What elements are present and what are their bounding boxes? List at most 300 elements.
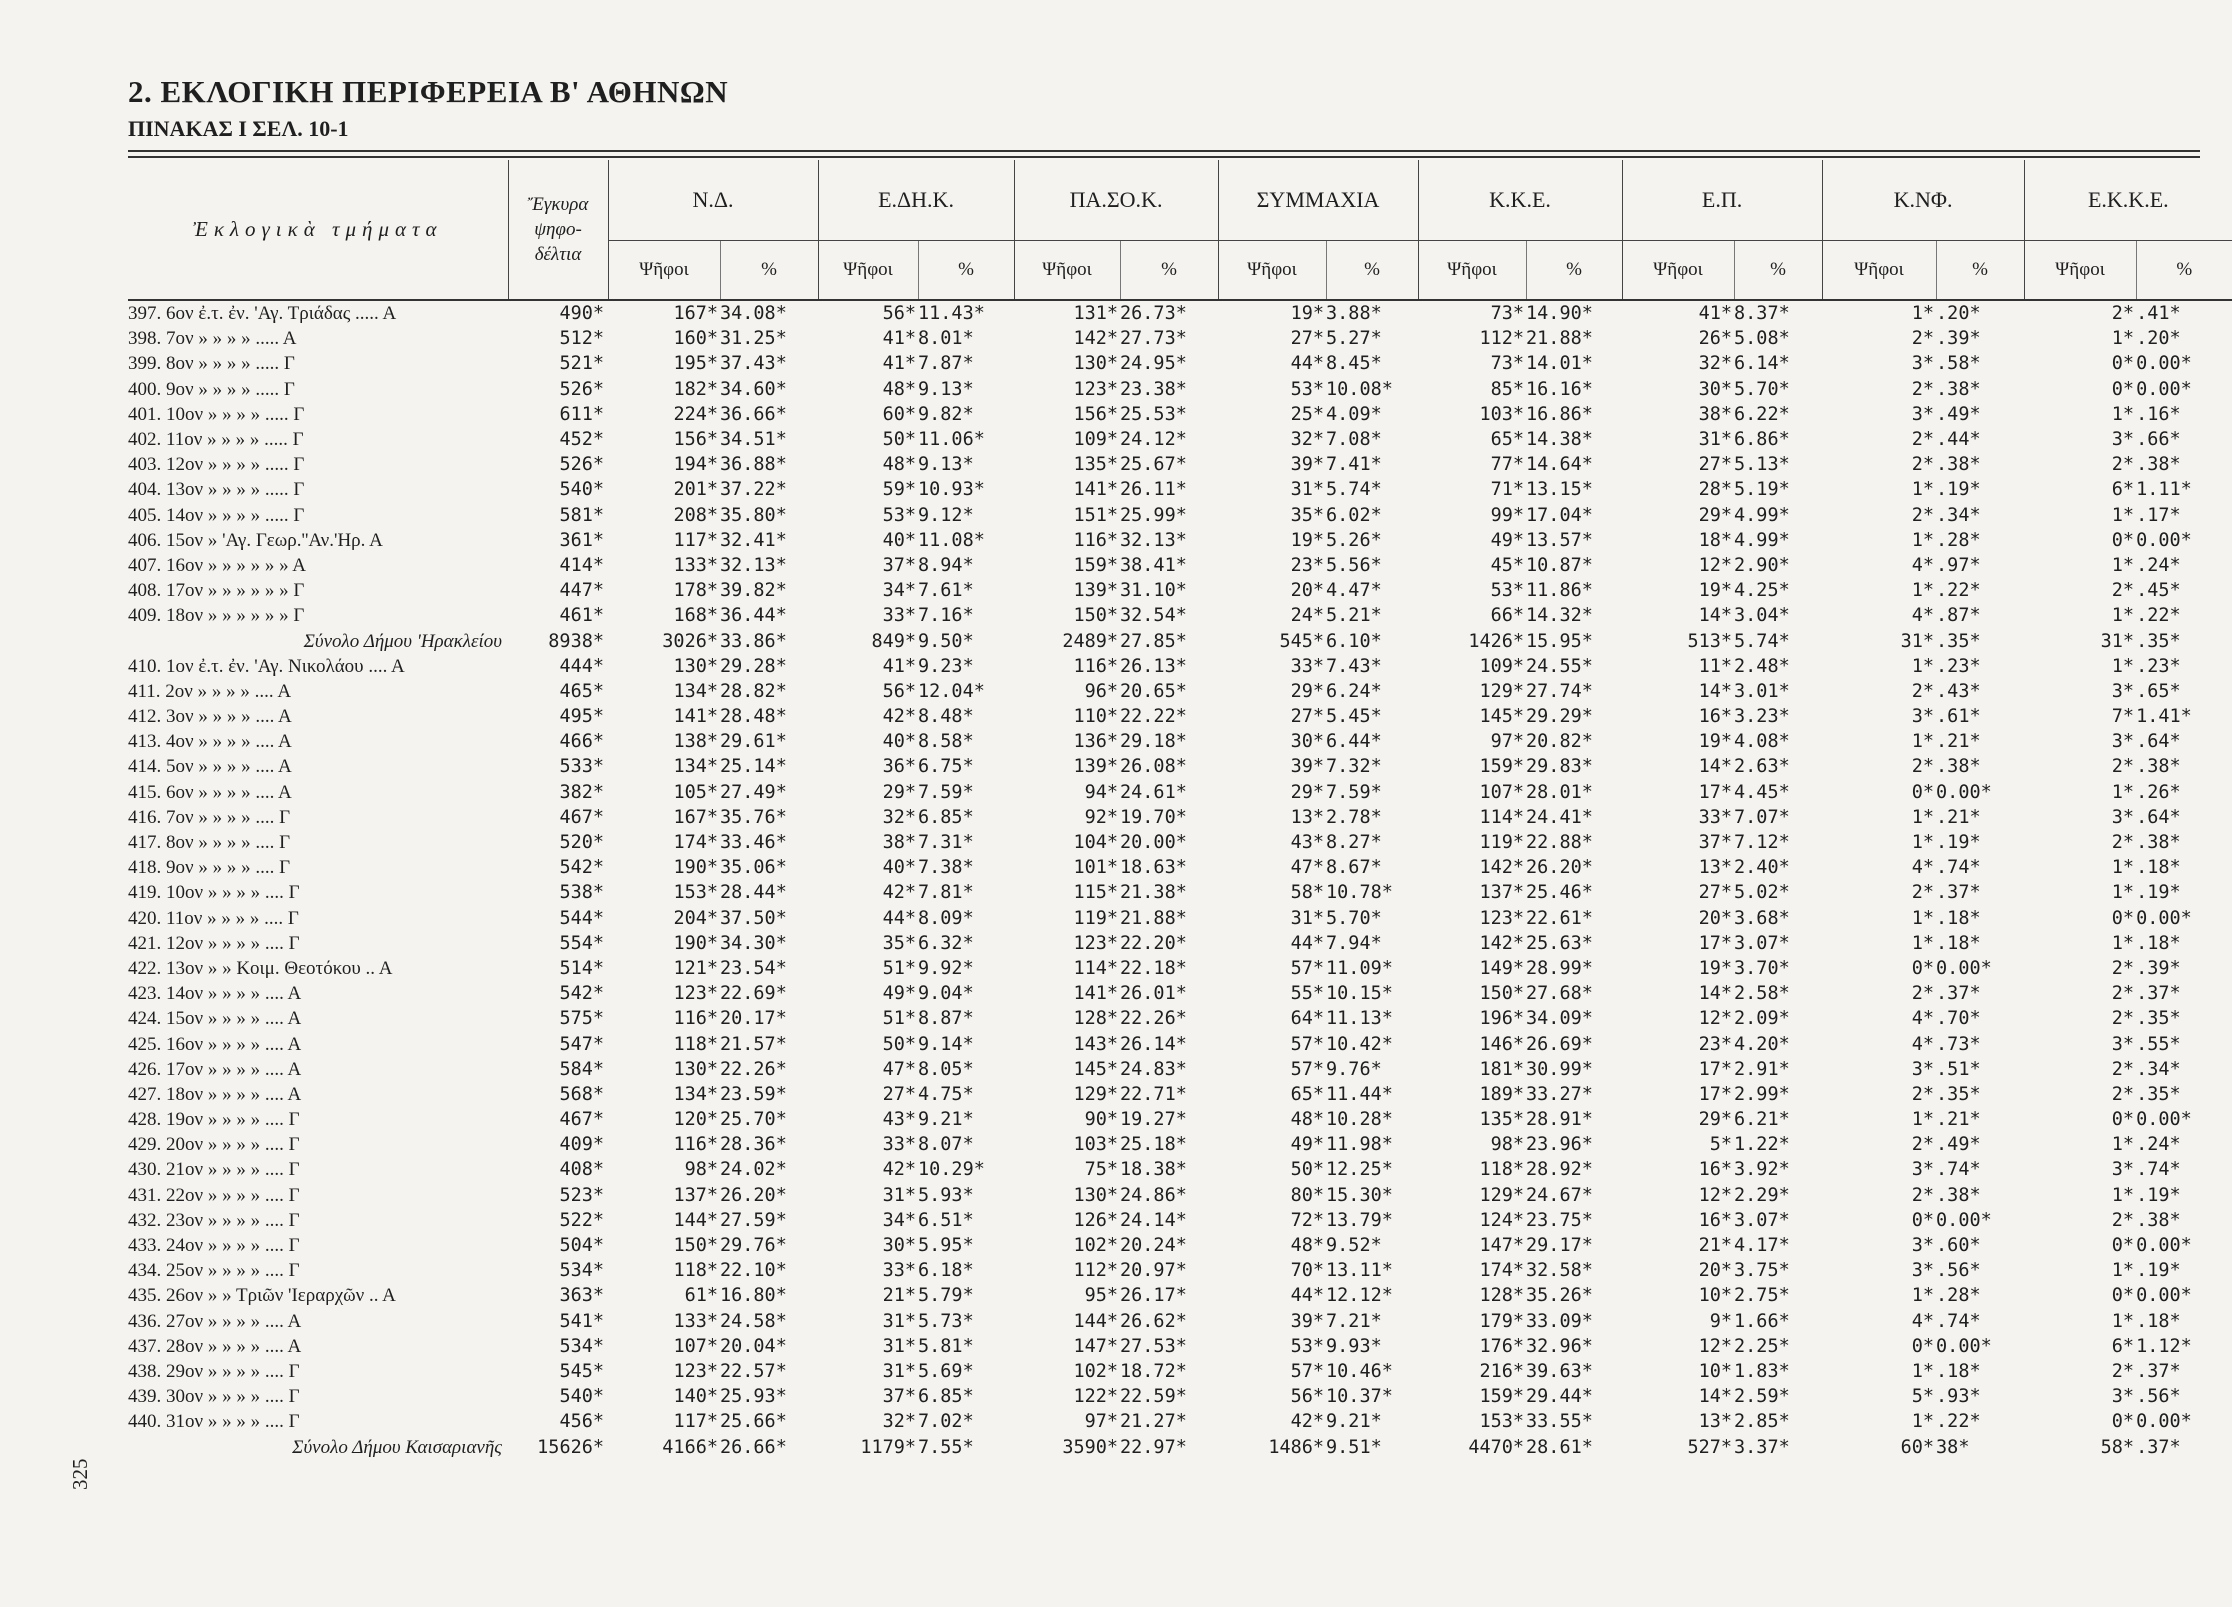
pct-cell: .38* [2136,832,2181,854]
votes-cell: 57* [1290,1360,1325,1382]
votes-cell: 55* [1290,983,1325,1005]
valid-ballots-cell: 414* [559,554,604,576]
pct-cell: 5.95* [918,1235,974,1257]
votes-cell: 101* [1073,857,1119,879]
pct-cell: 6.85* [918,1386,974,1408]
votes-cell: 37* [882,554,917,576]
pct-cell: 29.29* [1526,706,1593,728]
pct-cell: 9.92* [918,957,974,979]
pct-cell: 37.50* [720,907,787,929]
pct-cell: .87* [1936,605,1981,627]
votes-cell: 116* [673,1008,718,1030]
votes-cell: 2* [1911,328,1935,350]
votes-cell: 145* [1479,706,1525,728]
pct-cell: 20.82* [1526,731,1593,753]
table-row [128,1384,2232,1409]
votes-cell: 51* [882,957,917,979]
pct-cell: 16.80* [720,1285,787,1307]
votes-cell: 545* [1279,630,1325,652]
table-row [128,1132,2232,1157]
valid-ballots-cell: 409* [559,1134,604,1156]
votes-cell: 4470* [1468,1436,1525,1458]
pct-cell: 25.99* [1120,504,1187,526]
row-label: 418. 9ον » » » » .... Γ [128,857,291,879]
votes-subheader: Ψῆφοι [1622,241,1734,301]
pct-cell: 10.28* [1326,1109,1393,1131]
pct-cell: 1.22* [1734,1134,1790,1156]
votes-cell: 19* [1698,957,1733,979]
party-header: ΣΥΜΜΑΧΙΑ [1218,160,1418,241]
pct-cell: .61* [1936,706,1981,728]
pct-cell: 27.49* [720,781,787,803]
row-label: 434. 25ον » » » » .... Γ [128,1260,300,1282]
valid-ballots-cell: 533* [559,756,604,778]
pct-cell: 10.87* [1526,554,1593,576]
pct-cell: .39* [2136,957,2181,979]
page-number: 325 [68,1458,92,1490]
votes-cell: 176* [1479,1335,1525,1357]
votes-cell: 5* [1911,1386,1935,1408]
pct-cell: 28.48* [720,706,787,728]
votes-cell: 4* [1911,1033,1935,1055]
valid-ballots-cell: 581* [559,504,604,526]
pct-cell: 3.37* [1734,1436,1790,1458]
votes-cell: 31* [882,1335,917,1357]
votes-cell: 31* [882,1310,917,1332]
pct-cell: .23* [2136,655,2181,677]
votes-cell: 159* [1073,554,1119,576]
pct-cell: 10.93* [918,479,985,501]
pct-cell: 14.64* [1526,454,1593,476]
row-label: 406. 15ον » 'Αγ. Γεωρ.''Αν.'Ηρ. Α [128,529,383,551]
votes-cell: 6* [2111,1335,2135,1357]
votes-cell: 0* [2111,353,2135,375]
table-row [128,729,2232,754]
pct-cell: 22.20* [1120,932,1187,954]
pct-cell: 35.80* [720,504,787,526]
votes-cell: 1* [1911,806,1935,828]
table-subtitle: ΠΙΝΑΚΑΣ Ι ΣΕΛ. 10-1 [128,116,349,141]
pct-cell: 5.70* [1326,907,1382,929]
pct-cell: 22.22* [1120,706,1187,728]
pct-cell: 13.11* [1326,1260,1393,1282]
votes-cell: 31* [1290,479,1325,501]
votes-cell: 118* [673,1260,718,1282]
pct-cell: 2.59* [1734,1386,1790,1408]
pct-cell: 33.86* [720,630,787,652]
pct-cell: .97* [1936,554,1981,576]
votes-cell: 1* [2111,655,2135,677]
pct-subheader: % [1936,241,2024,301]
table-row [128,981,2232,1006]
pct-cell: 5.69* [918,1360,974,1382]
pct-cell: 2.91* [1734,1058,1790,1080]
pct-cell: 6.02* [1326,504,1382,526]
votes-cell: 19* [1698,580,1733,602]
pct-cell: 24.86* [1120,1184,1187,1206]
votes-cell: 0* [2111,1109,2135,1131]
votes-cell: 33* [882,1260,917,1282]
pct-cell: 7.08* [1326,429,1382,451]
pct-cell: 26.20* [1526,857,1593,879]
row-label: 407. 16ον » » » » » » Α [128,554,307,576]
total-row [128,628,2232,653]
votes-cell: 0* [2111,1411,2135,1433]
votes-subheader: Ψῆφοι [1822,241,1936,301]
votes-cell: 48* [1290,1109,1325,1131]
valid-ballots-cell: 514* [559,957,604,979]
table-row [128,855,2232,880]
page-title: 2. ΕΚΛΟΓΙΚΗ ΠΕΡΙΦΕΡΕΙΑ Β' ΑΘΗΝΩΝ [128,74,729,109]
pct-cell: 27.53* [1120,1335,1187,1357]
votes-cell: 50* [882,1033,917,1055]
pct-cell: .43* [1936,680,1981,702]
votes-cell: 3* [1911,1058,1935,1080]
votes-cell: 3* [2111,429,2135,451]
votes-cell: 5* [1709,1134,1733,1156]
pct-cell: .28* [1936,1285,1981,1307]
valid-ballots-cell: 467* [559,806,604,828]
votes-cell: 2* [1911,1134,1935,1156]
pct-cell: 11.44* [1326,1083,1393,1105]
pct-cell: 2.09* [1734,1008,1790,1030]
votes-cell: 65* [1290,1083,1325,1105]
pct-cell: 35.76* [720,806,787,828]
pct-cell: 10.78* [1326,882,1393,904]
pct-cell: 29.17* [1526,1235,1593,1257]
pct-cell: 24.12* [1120,429,1187,451]
votes-cell: 2* [2111,983,2135,1005]
votes-cell: 32* [1290,429,1325,451]
table-row [128,654,2232,679]
votes-cell: 122* [1073,1386,1119,1408]
valid-ballots-cell: 522* [559,1209,604,1231]
pct-cell: 26.17* [1120,1285,1187,1307]
votes-cell: 527* [1687,1436,1733,1458]
votes-cell: 2* [1911,680,1935,702]
votes-cell: 1* [1911,1109,1935,1131]
pct-cell: 17.04* [1526,504,1593,526]
pct-cell: 29.44* [1526,1386,1593,1408]
votes-cell: 12* [1698,1008,1733,1030]
pct-cell: 3.68* [1734,907,1790,929]
votes-cell: 1* [1911,907,1935,929]
votes-cell: 10* [1698,1360,1733,1382]
votes-cell: 33* [882,605,917,627]
votes-cell: 146* [1479,1033,1525,1055]
pct-cell: 9.14* [918,1033,974,1055]
pct-cell: 23.38* [1120,378,1187,400]
row-label: 398. 7ον » » » » ..... Α [128,328,297,350]
votes-cell: 0* [1911,1209,1935,1231]
pct-cell: 8.67* [1326,857,1382,879]
votes-cell: 1* [2111,605,2135,627]
pct-cell: 1.11* [2136,479,2192,501]
votes-cell: 130* [673,655,718,677]
votes-cell: 2* [1911,1184,1935,1206]
pct-cell: .37* [2136,1360,2181,1382]
pct-cell: 35.26* [1526,1285,1593,1307]
pct-cell: 23.59* [720,1083,787,1105]
pct-cell: .41* [2136,303,2181,325]
votes-cell: 58* [1290,882,1325,904]
table-row [128,300,2232,326]
votes-cell: 35* [882,932,917,954]
pct-cell: .37* [1936,983,1981,1005]
pct-cell: 9.51* [1326,1436,1382,1458]
votes-subheader: Ψῆφοι [1218,241,1326,301]
pct-subheader: % [2136,241,2232,301]
votes-cell: 0* [1911,1335,1935,1357]
votes-cell: 102* [1073,1235,1119,1257]
votes-cell: 115* [1073,882,1119,904]
pct-cell: .35* [1936,1083,1981,1105]
valid-label-line2: ψηφο- [534,219,582,240]
valid-ballots-cell: 465* [559,680,604,702]
votes-cell: 1486* [1268,1436,1325,1458]
pct-cell: 2.25* [1734,1335,1790,1357]
pct-cell: 31.10* [1120,580,1187,602]
valid-ballots-cell: 361* [559,529,604,551]
votes-cell: 42* [1290,1411,1325,1433]
pct-cell: 5.02* [1734,882,1790,904]
votes-cell: 156* [673,429,718,451]
votes-subheader: Ψῆφοι [608,241,720,301]
pct-cell: 14.38* [1526,429,1593,451]
pct-cell: 0.00* [2136,1235,2192,1257]
pct-cell: .38* [2136,756,2181,778]
pct-cell: 4.09* [1326,403,1382,425]
table-row [128,528,2232,553]
pct-cell: 20.24* [1120,1235,1187,1257]
pct-cell: 27.73* [1120,328,1187,350]
votes-cell: 3* [1911,353,1935,375]
pct-cell: 2.58* [1734,983,1790,1005]
pct-cell: 3.92* [1734,1159,1790,1181]
votes-cell: 41* [882,655,917,677]
pct-cell: 4.25* [1734,580,1790,602]
pct-cell: 20.65* [1120,680,1187,702]
pct-cell: 32.13* [720,554,787,576]
votes-cell: 1* [2111,932,2135,954]
pct-cell: 37.22* [720,479,787,501]
row-label: 433. 24ον » » » » .... Γ [128,1235,300,1257]
votes-cell: 118* [1479,1159,1525,1181]
pct-cell: .22* [2136,605,2181,627]
pct-cell: 7.94* [1326,932,1382,954]
table-row [128,452,2232,477]
votes-cell: 27* [882,1083,917,1105]
pct-cell: 6.32* [918,932,974,954]
pct-cell: 2.40* [1734,857,1790,879]
votes-cell: 119* [1073,907,1119,929]
votes-cell: 124* [1479,1209,1525,1231]
pct-cell: 6.21* [1734,1109,1790,1131]
pct-cell: 3.88* [1326,303,1382,325]
row-label: 414. 5ον » » » » .... Α [128,756,292,778]
pct-cell: .19* [2136,882,2181,904]
pct-cell: .37* [2136,983,2181,1005]
table-row [128,1082,2232,1107]
pct-cell: 22.59* [1120,1386,1187,1408]
pct-cell: 0.00* [1936,781,1992,803]
votes-cell: 2* [2111,1360,2135,1382]
votes-cell: 216* [1479,1360,1525,1382]
votes-cell: 73* [1490,353,1525,375]
pct-cell: 36.88* [720,454,787,476]
votes-cell: 98* [684,1159,718,1181]
votes-cell: 2489* [1062,630,1119,652]
pct-cell: 25.46* [1526,882,1593,904]
votes-cell: 2* [2111,832,2135,854]
pct-cell: 9.13* [918,454,974,476]
table-row [128,578,2232,603]
votes-cell: 2* [2111,1008,2135,1030]
table-row [128,931,2232,956]
votes-cell: 0* [2111,529,2135,551]
votes-cell: 189* [1479,1083,1525,1105]
votes-cell: 40* [882,731,917,753]
row-label: 425. 16ον » » » » .... Α [128,1033,302,1055]
table-row [128,679,2232,704]
table-row [128,351,2232,376]
votes-cell: 11* [1698,655,1733,677]
pct-cell: 32.54* [1120,605,1187,627]
pct-cell: 30.99* [1526,1058,1593,1080]
pct-cell: 25.67* [1120,454,1187,476]
votes-cell: 123* [1073,932,1119,954]
votes-cell: 35* [1290,504,1325,526]
pct-cell: 7.38* [918,857,974,879]
votes-cell: 17* [1698,1083,1733,1105]
row-label: 437. 28ον » » » » .... Α [128,1335,302,1357]
votes-cell: 4* [1911,605,1935,627]
votes-cell: 34* [882,1209,917,1231]
votes-cell: 71* [1490,479,1525,501]
votes-cell: 2* [2111,1209,2135,1231]
pct-cell: 15.95* [1526,630,1593,652]
valid-ballots-cell: 467* [559,1109,604,1131]
pct-cell: 8.07* [918,1134,974,1156]
pct-cell: 26.66* [720,1436,787,1458]
pct-cell: 7.07* [1734,806,1790,828]
pct-cell: .37* [2136,1436,2181,1458]
pct-cell: .19* [2136,1184,2181,1206]
pct-cell: 8.48* [918,706,974,728]
pct-cell: .74* [1936,1310,1981,1332]
pct-cell: .39* [1936,328,1981,350]
pct-cell: 38* [1936,1436,1970,1458]
pct-cell: 7.16* [918,605,974,627]
pct-cell: 22.10* [720,1260,787,1282]
pct-cell: 25.63* [1526,932,1593,954]
pct-cell: 8.45* [1326,353,1382,375]
valid-ballots-cell: 541* [559,1310,604,1332]
pct-cell: 11.98* [1326,1134,1393,1156]
votes-cell: 32* [882,1411,917,1433]
valid-ballots-cell: 490* [559,303,604,325]
votes-cell: 1* [2111,328,2135,350]
votes-cell: 38* [882,832,917,854]
votes-cell: 142* [1073,328,1119,350]
votes-cell: 40* [882,529,917,551]
table-row [128,1334,2232,1359]
pct-cell: 5.27* [1326,328,1382,350]
votes-cell: 160* [673,328,718,350]
pct-cell: .24* [2136,554,2181,576]
pct-cell: 34.08* [720,303,787,325]
pct-cell: 3.75* [1734,1260,1790,1282]
votes-cell: 2* [2111,303,2135,325]
votes-cell: 60* [882,403,917,425]
votes-cell: 1* [1911,303,1935,325]
votes-cell: 44* [1290,932,1325,954]
valid-ballots-header [508,160,608,300]
pct-cell: 8.09* [918,907,974,929]
valid-ballots-cell: 547* [559,1033,604,1055]
votes-cell: 181* [1479,1058,1525,1080]
votes-cell: 208* [673,504,718,526]
party-header: Ε.Κ.Κ.Ε. [2024,160,2232,241]
pct-cell: 0.00* [2136,1109,2192,1131]
votes-cell: 153* [673,882,718,904]
votes-cell: 116* [1073,655,1119,677]
row-label: 430. 21ον » » » » .... Γ [128,1159,300,1181]
votes-cell: 57* [1290,1058,1325,1080]
valid-ballots-cell: 554* [559,932,604,954]
votes-cell: 3* [2111,1386,2135,1408]
votes-cell: 128* [1479,1285,1525,1307]
votes-cell: 12* [1698,1335,1733,1357]
votes-cell: 80* [1290,1184,1325,1206]
pct-cell: 4.99* [1734,504,1790,526]
pct-cell: 4.99* [1734,529,1790,551]
pct-cell: 3.07* [1734,932,1790,954]
votes-cell: 135* [1073,454,1119,476]
votes-cell: 194* [673,454,718,476]
votes-cell: 14* [1698,983,1733,1005]
row-label: 436. 27ον » » » » .... Α [128,1310,302,1332]
pct-cell: 10.08* [1326,378,1393,400]
pct-cell: .60* [1936,1235,1981,1257]
pct-cell: 11.13* [1326,1008,1393,1030]
votes-cell: 2* [2111,454,2135,476]
votes-cell: 2* [1911,1083,1935,1105]
pct-cell: 8.87* [918,1008,974,1030]
votes-cell: 3590* [1062,1436,1119,1458]
votes-cell: 167* [673,806,718,828]
pct-cell: .64* [2136,731,2181,753]
votes-cell: 16* [1698,706,1733,728]
pct-cell: 24.41* [1526,806,1593,828]
votes-cell: 73* [1490,303,1525,325]
valid-ballots-cell: 456* [559,1411,604,1433]
votes-cell: 20* [1290,580,1325,602]
votes-cell: 3* [2111,806,2135,828]
pct-cell: 5.73* [918,1310,974,1332]
pct-cell: 10.15* [1326,983,1393,1005]
votes-cell: 42* [882,882,917,904]
pct-cell: 34.51* [720,429,787,451]
pct-cell: .18* [2136,1310,2181,1332]
pct-cell: .35* [1936,630,1981,652]
pct-cell: 9.21* [1326,1411,1382,1433]
pct-cell: 21.88* [1120,907,1187,929]
pct-cell: 18.72* [1120,1360,1187,1382]
votes-subheader: Ψῆφοι [1014,241,1120,301]
table-row [128,427,2232,452]
votes-cell: 123* [673,1360,718,1382]
